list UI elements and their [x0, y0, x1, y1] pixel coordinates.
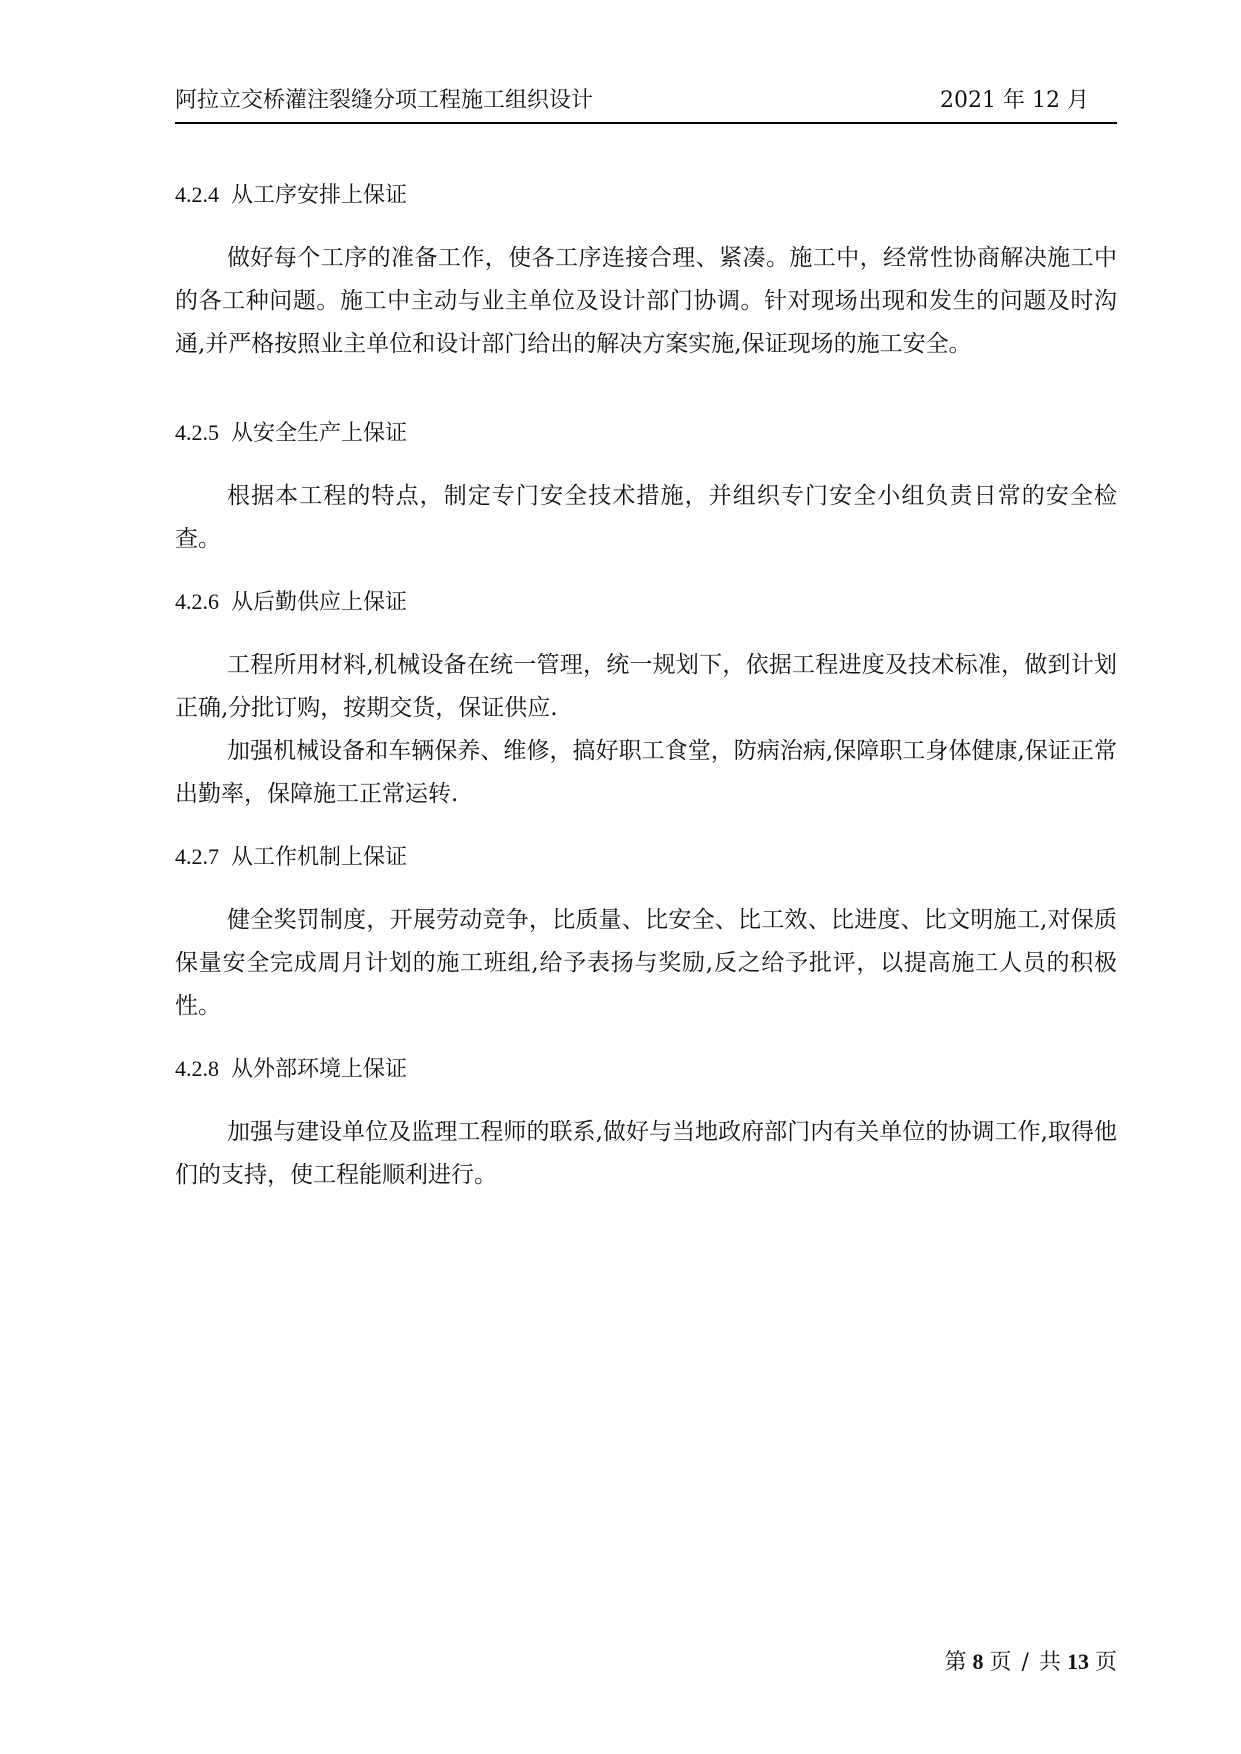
page-header: [175, 86, 1117, 124]
section-heading: 4.2.5 从安全生产上保证: [175, 420, 408, 446]
section-4-2-7: [175, 836, 1117, 1028]
section-heading: 4.2.6 从后勤供应上保证: [175, 589, 408, 615]
paragraph: 工程所用材料,机械设备在统一管理，统一规划下，依据工程进度及技术标准，做到计划正确,分批订购，按期交货，保证供应.: [175, 652, 1117, 721]
section-4-2-4: [175, 174, 1117, 366]
section-4-2-5: [175, 412, 1117, 561]
paragraph: 根据本工程的特点，制定专门安全技术措施，并组织专门安全小组负责日常的安全检查。: [175, 483, 1117, 552]
paragraph: 加强与建设单位及监理工程师的联系,做好与当地政府部门内有关单位的协调工作,取得他们的支持，使工程能顺利进行。: [175, 1119, 1117, 1188]
section-4-2-6: [175, 581, 1117, 816]
section-heading: 4.2.7 从工作机制上保证: [175, 844, 408, 870]
section-heading: 4.2.8 从外部环境上保证: [175, 1056, 408, 1082]
paragraph: 做好每个工序的准备工作，使各工序连接合理、紧凑。施工中，经常性协商解决施工中的各工种问题。施工中主动与业主单位及设计部门协调。针对现场出现和发生的问题及时沟通,并严格按照业主单位和设计部门给出的解决方案实施,保证现场的施工安全。: [175, 245, 1117, 357]
section-4-2-8: [175, 1048, 1117, 1197]
section-heading: 4.2.4 从工序安排上保证: [175, 182, 408, 208]
total-pages: 13: [1066, 1649, 1089, 1674]
paragraph: 加强机械设备和车辆保养、维修，搞好职工食堂，防病治病,保障职工身体健康,保证正常出勤率，保障施工正常运转.: [175, 738, 1117, 807]
current-page: 8: [972, 1649, 984, 1674]
paragraph: 健全奖罚制度，开展劳动竞争，比质量、比安全、比工效、比进度、比文明施工,对保质保量安全完成周月计划的施工班组,给予表扬与奖励,反之给予批评，以提高施工人员的积极性。: [175, 907, 1117, 1019]
document-title: 阿拉立交桥灌注裂缝分项工程施工组织设计: [175, 88, 594, 113]
page-number: 第 8 页 / 共 13 页: [944, 1649, 1117, 1675]
document-date: 2021 年 12 月: [940, 88, 1089, 113]
document-body: [175, 174, 1117, 1197]
